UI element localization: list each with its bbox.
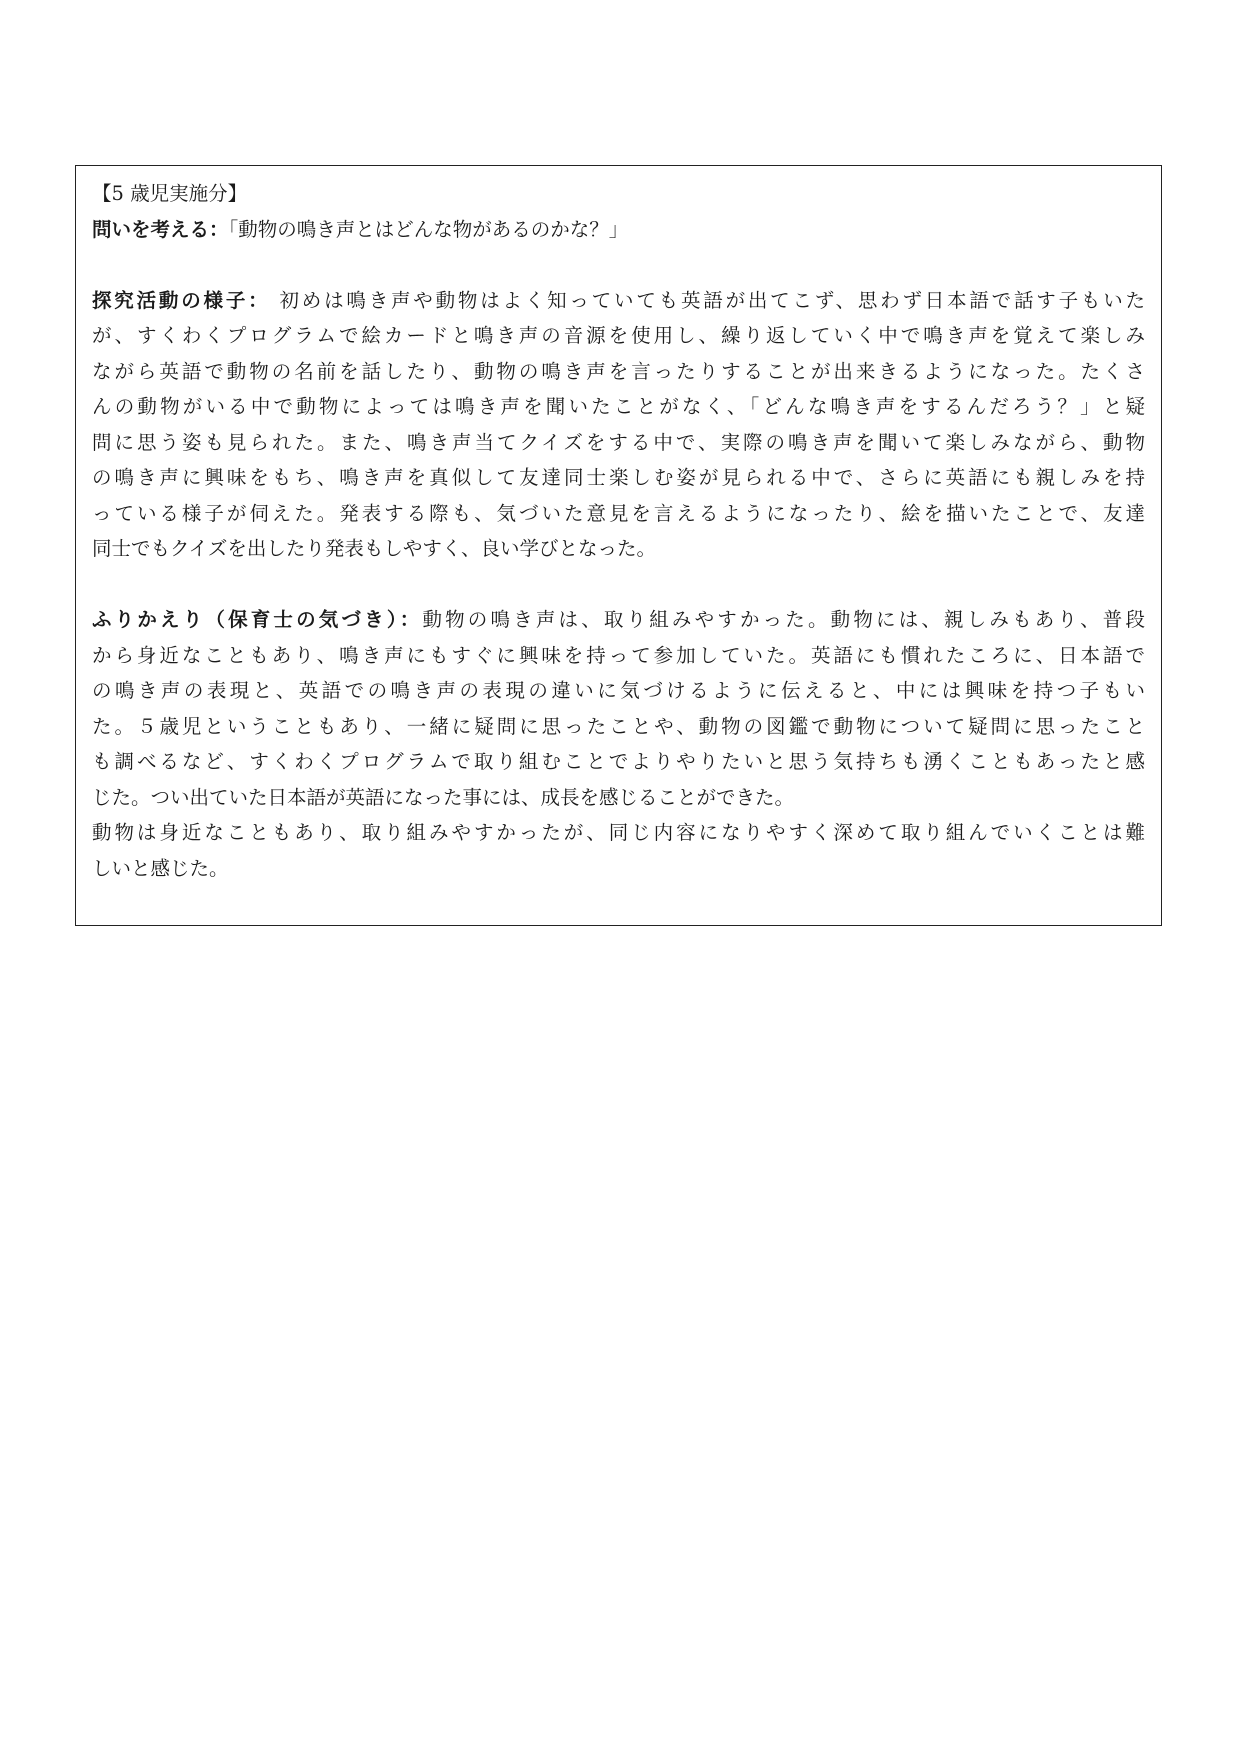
inquiry-line: ながら英語で動物の名前を話したり、動物の鳴き声を言ったりすることが出来きるようになった。たくさ [92,359,1145,383]
reflection-line: の鳴き声の表現と、英語での鳴き声の表現の違いに気づけるように伝えると、中には興味を持つ子もい [92,679,1145,702]
inquiry-line: が、すくわくプログラムで絵カードと鳴き声の音源を使用し、繰り返していく中で鳴き声を覚えて楽しみ [92,324,1145,347]
reflection-line: じた。つい出ていた日本語が英語になった事には、成長を感じることができた。 [92,785,795,809]
question-line [92,212,1145,248]
section-heading [92,176,1145,212]
inquiry-line: んの動物がいる中で動物によっては鳴き声を聞いたことがなく、「どんな鳴き声をするんだろう？」と疑 [92,395,1145,418]
inquiry-label: 探究活動の様子： [92,288,271,312]
question-label: 問いを考える： [92,217,229,241]
inquiry-text: 初めは鳴き声や動物はよく知っていても英語が出てこず、思わず日本語で話す子もいた [279,288,1145,312]
reflection-line: 動物は身近なこともあり、取り組みやすかったが、同じ内容になりやすく深めて取り組んでいくことは難 [92,821,1145,844]
reflection-line: も調べるなど、すくわくプログラムで取り組むことでよりやりたいと思う気持ちも湧くこともあったと感 [92,750,1145,773]
spacer [92,567,1145,603]
question-text: 「動物の鳴き声とはどんな物があるのかな？」 [228,217,629,241]
reflection-line: しいと感じた。 [92,856,229,880]
reflection-line: から身近なこともあり、鳴き声にもすぐに興味を持って参加していた。英語にも慣れたころに、日本語で [92,643,1145,667]
reflection-text: 動物の鳴き声は、取り組みやすかった。動物には、親しみもあり、普段 [422,608,1145,631]
inquiry-line: の鳴き声に興味をもち、鳴き声を真似して友達同士楽しむ姿が見られる中で、さらに英語にも親しみを持 [92,466,1145,489]
reflection-line [92,602,1145,638]
inquiry-line: 同士でもクイズを出したり発表もしやすく、良い学びとなった。 [92,537,656,560]
reflection-line: た。５歳児ということもあり、一緒に疑問に思ったことや、動物の図鑑で動物について疑問に思ったこと [92,714,1145,738]
heading-text: 【5 歳児実施分】 [92,182,248,205]
inquiry-line: 問に思う姿も見られた。また、鳴き声当てクイズをする中で、実際の鳴き声を聞いて楽しみながら、動物 [92,430,1145,454]
reflection-label: ふりかえり（保育士の気づき）： [92,608,423,631]
spacer [92,247,1145,283]
inquiry-line [92,283,1145,319]
inquiry-line: っている様子が伺えた。発表する際も、気づいた意見を言えるようになったり、絵を描いたことで、友達 [92,501,1145,525]
report-box [75,165,1162,926]
